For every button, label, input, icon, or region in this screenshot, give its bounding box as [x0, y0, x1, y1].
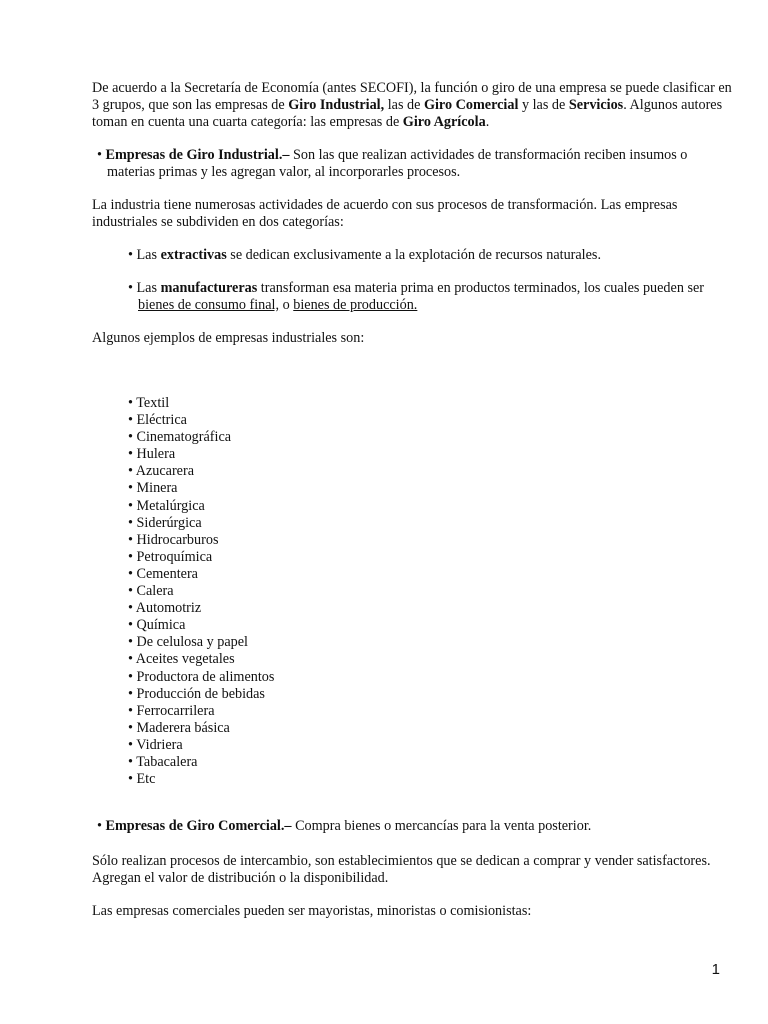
- list-item: • Maderera básica: [128, 719, 230, 736]
- term-giro-industrial: Giro Industrial,: [288, 97, 385, 113]
- list-item: • Automotriz: [128, 600, 202, 617]
- list-item: • Hidrocarburos: [128, 531, 219, 548]
- examples-intro: Algunos ejemplos de empresas industriales son:: [92, 330, 365, 346]
- comercial-paragraph: Sólo realizan procesos de intercambio, son establecimientos que se dedican a comprar y vender satisfactores. Agregan el valor de distribución o la disponibilidad.: [92, 853, 711, 887]
- manufactureras-bullet: [128, 280, 732, 314]
- list-item: • Productora de alimentos: [128, 668, 275, 685]
- industrial-text: Son las que realizan actividades de transformación reciben insumos o materias primas y les agregan valor, al incorporarles procesos.: [107, 147, 688, 180]
- list-item: • Vidriera: [128, 736, 183, 753]
- bullet-icon: •: [128, 280, 133, 296]
- list-item: • Producción de bebidas: [128, 685, 265, 702]
- list-item: • Petroquímica: [128, 548, 213, 565]
- bullet-icon: •: [97, 147, 102, 163]
- list-item: • Hulera: [128, 446, 176, 463]
- intro-text: .: [485, 114, 490, 130]
- extractivas-text: Las: [132, 247, 161, 263]
- extractivas-text: se dedican exclusivamente a la explotación de recursos naturales.: [226, 247, 601, 263]
- comercial-text: Compra bienes o mercancías para la venta posterior.: [291, 818, 592, 835]
- intro-text: . Algunos autores toman en cuenta una cuarta categoría: las empresas de: [92, 97, 723, 130]
- list-item: • Calera: [128, 583, 174, 600]
- list-item: • Tabacalera: [128, 753, 198, 770]
- intro-text: las de: [384, 97, 424, 113]
- list-item: • Textil: [128, 395, 170, 411]
- term-giro-comercial: Giro Comercial: [423, 97, 519, 113]
- list-item: • Eléctrica: [128, 412, 187, 429]
- list-item: • Siderúrgica: [128, 514, 202, 531]
- bullet-icon: •: [128, 247, 133, 263]
- comercial-bullet: [92, 818, 732, 835]
- link-bienes-produccion[interactable]: bienes de producción.: [293, 297, 418, 313]
- manufactureras-text: Las: [132, 280, 161, 296]
- list-item: • Cinematográfica: [128, 429, 232, 446]
- manufactureras-text: transforman esa materia prima en productos terminados, los cuales pueden ser: [257, 280, 705, 296]
- list-item: • Etc: [128, 771, 156, 788]
- extractivas-bullet: [128, 247, 732, 264]
- industry-paragraph: La industria tiene numerosas actividades de acuerdo con sus procesos de transformación. Las empresas industriales se subdividen en dos categorías:: [92, 197, 678, 230]
- intro-text: De acuerdo a la Secretaría de Economía (antes SECOFI), la función o giro de una empresa se puede clasificar en 3 grupos, que son las empresas de: [92, 80, 732, 113]
- intro-text: y las de: [518, 97, 569, 113]
- page-number: 1: [711, 961, 720, 978]
- comercial-title: Empresas de Giro Comercial.–: [105, 818, 292, 835]
- list-item: • De celulosa y papel: [128, 634, 248, 651]
- link-bienes-consumo-final[interactable]: bienes de consumo final,: [138, 297, 280, 313]
- list-item: • Azucarera: [128, 463, 195, 480]
- term-extractivas: extractivas: [160, 247, 227, 263]
- list-item: • Minera: [128, 480, 178, 497]
- examples-list: [128, 395, 732, 788]
- manufactureras-text: o: [279, 297, 294, 313]
- term-manufactureras: manufactureras: [160, 280, 258, 296]
- list-item: • Ferrocarrilera: [128, 702, 215, 719]
- comercial-types-paragraph: Las empresas comerciales pueden ser mayoristas, minoristas o comisionistas:: [92, 903, 532, 920]
- industrial-title: Empresas de Giro Industrial.–: [105, 147, 290, 163]
- list-item: • Metalúrgica: [128, 497, 205, 514]
- list-item: • Cementera: [128, 565, 198, 582]
- term-giro-agricola: Giro Agrícola: [402, 114, 486, 130]
- industrial-bullet: [92, 147, 732, 181]
- list-item: • Aceites vegetales: [128, 651, 235, 668]
- term-servicios: Servicios: [568, 97, 624, 113]
- intro-paragraph: [92, 80, 732, 131]
- bullet-icon: •: [97, 818, 102, 835]
- list-item: • Química: [128, 617, 186, 634]
- document-page: [92, 80, 732, 936]
